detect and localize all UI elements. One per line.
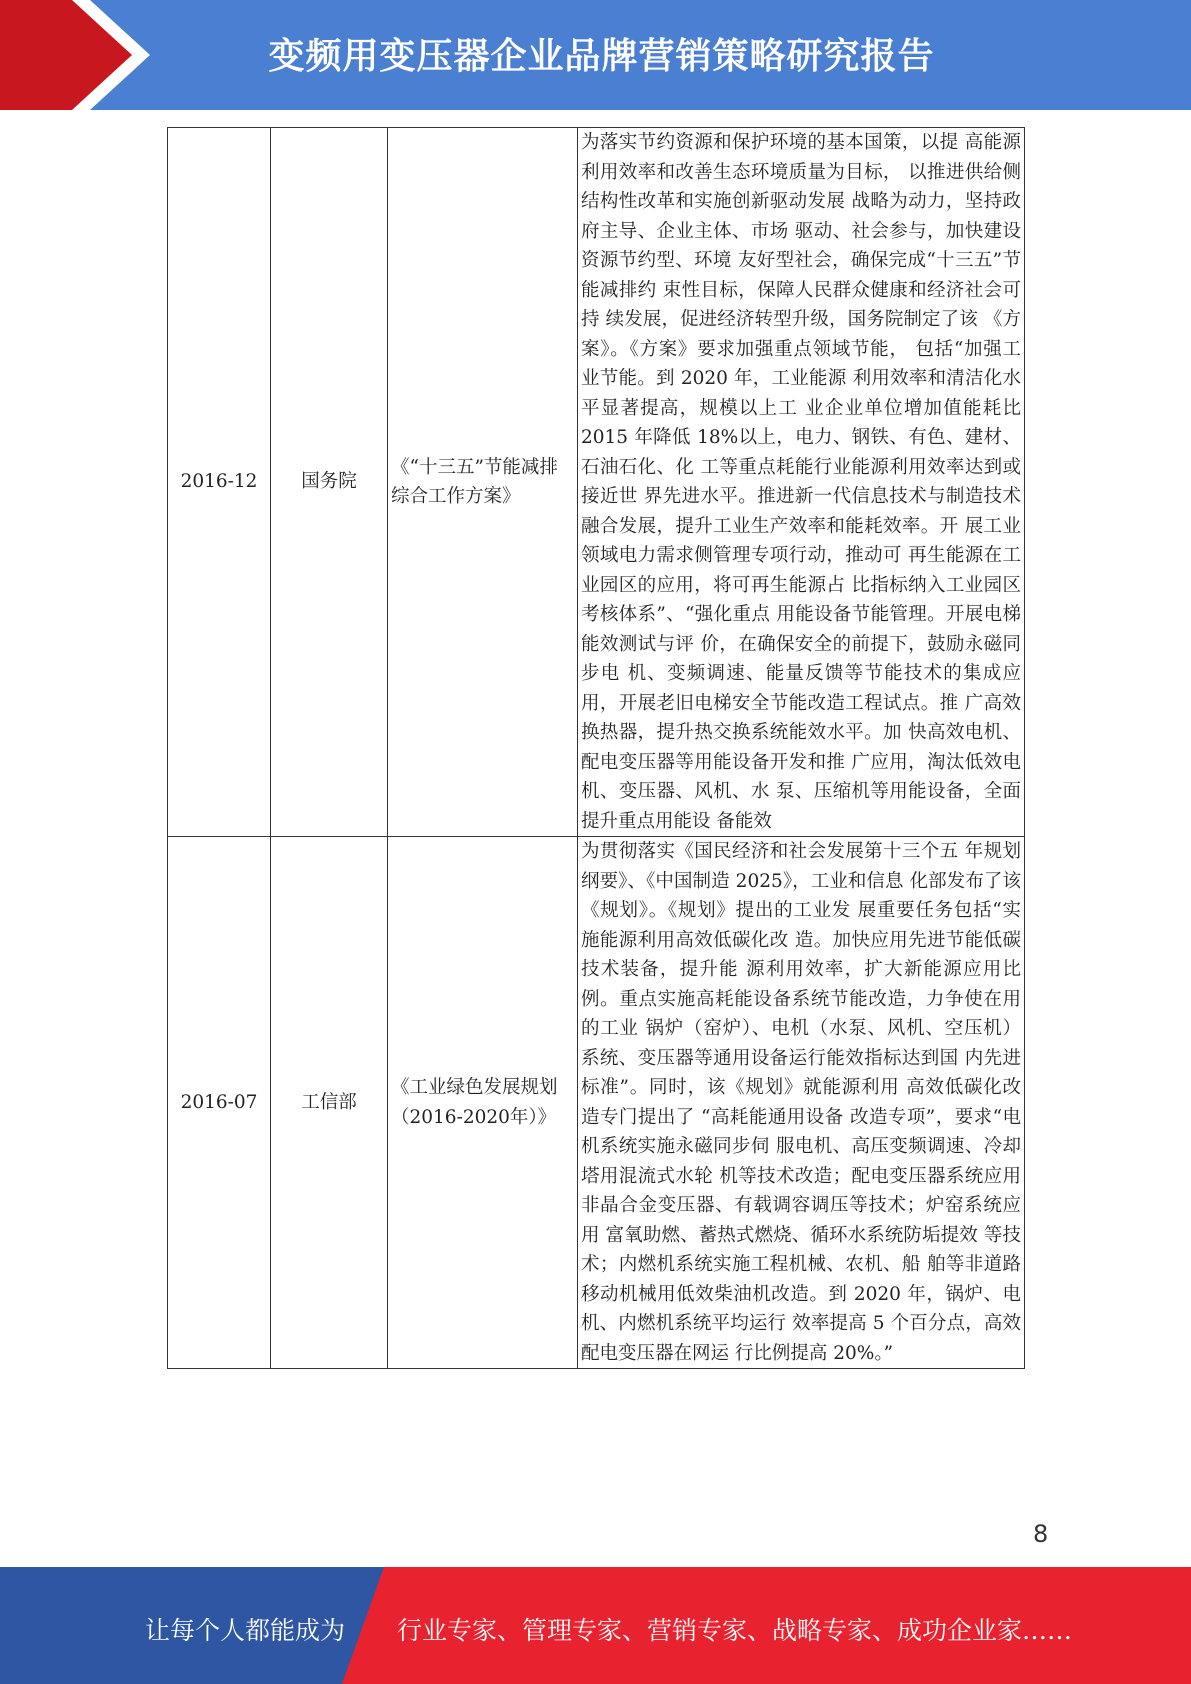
- report-title: 变频用变压器企业品牌营销策略研究报告: [268, 36, 935, 77]
- page-footer: [0, 1567, 1191, 1684]
- policy-content: 为贯彻落实《国民经济和社会发展第十三个五 年规划纲要》、《中国制造 2025》，工业和信息 化部发布了该《规划》。《规划》提出的工业发 展重要任务包括“实施能源利用高效低碳化改 造。加快应用先进节能低碳技术装备，提升能 源利用效率，扩大新能源应用比例。重点实施高耗能设备系统节能改造，力争使在用的工业 锅炉（窑炉）、电机（水泵、风机、空压机） 系统、变压器等通用设备运行能效指标达到国 内先进标准”。同时，该《规划》就能源利用 高效低碳化改造专门提出了 “高耗能通用设备 改造专项”，要求“电机系统实施永磁同步伺 服电机、高压变频调速、冷却塔用混流式水轮 机等技术改造；配电变压器系统应用非晶合金变压器、有载调容调压等技术；炉窑系统应用 富氧助燃、蓄热式燃烧、循环水系统防垢提效 等技术；内燃机系统实施工程机械、农机、船 舶等非道路移动机械用低效柴油机改造。到 2020 年，锅炉、电机、内燃机系统平均运行 效率提高 5 个百分点，高效配电变压器在网运 行比例提高 20%。”: [578, 837, 1025, 1369]
- policy-content: 为落实节约资源和保护环境的基本国策，以提 高能源利用效率和改善生态环境质量为目标， 以推进供给侧结构性改革和实施创新驱动发展 战略为动力，坚持政府主导、企业主体、市场 驱动、社会参与，加快建设资源节约型、环境 友好型社会，确保完成“十三五”节能减排约 束性目标，保障人民群众健康和经济社会可持 续发展，促进经济转型升级，国务院制定了该 《方案》。《方案》要求加强重点领域节能， 包括“加强工业节能。到 2020 年，工业能源 利用效率和清洁化水平显著提高，规模以上工 业企业单位增加值能耗比 2015 年降低 18%以上，电力、钢铁、有色、建材、石油石化、化 工等重点耗能行业能源利用效率达到或接近世 界先进水平。推进新一代信息技术与制造技术 融合发展，提升工业生产效率和能耗效率。开 展工业领域电力需求侧管理专项行动，推动可 再生能源在工业园区的应用，将可再生能源占 比指标纳入工业园区考核体系”、“强化重点 用能设备节能管理。开展电梯能效测试与评 价，在确保安全的前提下，鼓励永磁同步电 机、变频调速、能量反馈等节能技术的集成应 用，开展老旧电梯安全节能改造工程试点。推 广高效换热器，提升热交换系统能效水平。加 快高效电机、配电变压器等用能设备开发和推 广应用，淘汰低效电机、变压器、风机、水 泵、压缩机等用能设备，全面提升重点用能设 备能效: [578, 128, 1025, 837]
- footer-slogan-right: 行业专家、管理专家、营销专家、战略专家、成功企业家……: [397, 1616, 1073, 1645]
- page-number: 8: [1033, 1520, 1049, 1548]
- issuing-agency: 国务院: [271, 128, 388, 837]
- issuing-agency: 工信部: [271, 837, 388, 1369]
- footer-slogan-left: 让每个人都能成为: [145, 1616, 346, 1645]
- policy-table: [167, 127, 1025, 1369]
- table-row: [168, 128, 1025, 837]
- policy-document: 《工业绿色发展规划 （2016-2020年）》: [388, 837, 578, 1369]
- policy-date: 2016-12: [168, 128, 271, 837]
- table-row: [168, 837, 1025, 1369]
- policy-date: 2016-07: [168, 837, 271, 1369]
- page-header: [0, 0, 1191, 110]
- policy-document: 《“十三五”节能减排综合工作方案》: [388, 128, 578, 837]
